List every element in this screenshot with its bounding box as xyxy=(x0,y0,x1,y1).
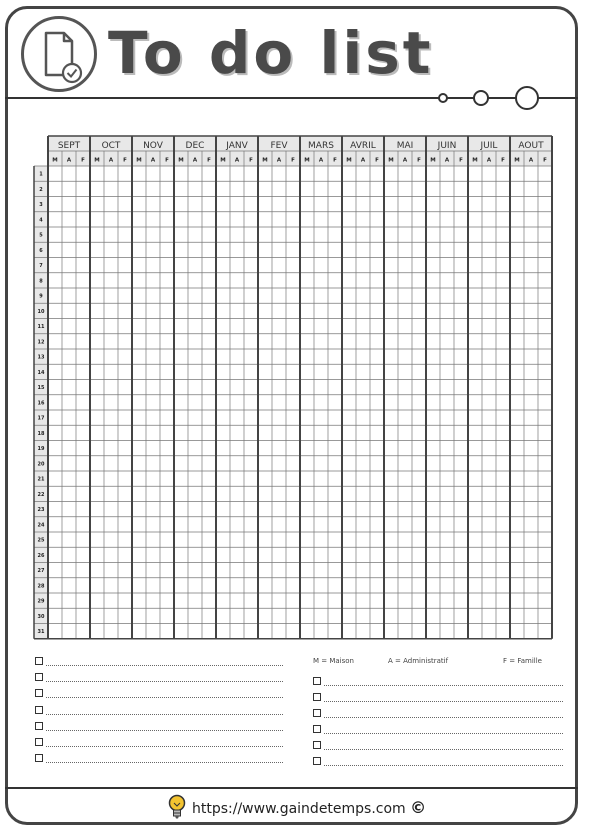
task-item xyxy=(35,673,284,683)
day-label: 3 xyxy=(39,202,43,209)
day-label: 17 xyxy=(37,415,45,422)
task-item xyxy=(313,741,564,751)
subcolumn-label: M xyxy=(346,157,352,164)
subcolumn-label: F xyxy=(291,157,295,164)
subcolumn-label: M xyxy=(262,157,268,164)
lightbulb-icon xyxy=(166,794,188,820)
task-checkbox[interactable] xyxy=(313,709,321,717)
legend-administratif: A = Administratif xyxy=(388,657,449,665)
day-label: 21 xyxy=(37,476,45,483)
day-label: 5 xyxy=(39,232,43,239)
footer-url-text[interactable]: https://www.gaindetemps.com xyxy=(192,801,406,817)
month-label: MARS xyxy=(308,141,334,151)
task-item xyxy=(313,677,564,687)
month-label: FEV xyxy=(270,141,288,151)
task-line[interactable] xyxy=(46,681,283,682)
month-label: OCT xyxy=(101,141,121,151)
subcolumn-label: A xyxy=(318,157,324,164)
day-label: 22 xyxy=(37,491,45,498)
day-label: 15 xyxy=(37,385,45,392)
copyright-symbol: © xyxy=(410,798,427,817)
day-label: 4 xyxy=(39,217,43,224)
month-label: NOV xyxy=(143,141,163,151)
task-checkbox[interactable] xyxy=(313,757,321,765)
task-checkbox[interactable] xyxy=(313,693,321,701)
task-item xyxy=(313,693,564,703)
day-label: 6 xyxy=(39,247,43,254)
day-label: 10 xyxy=(37,308,45,315)
subcolumn-label: F xyxy=(123,157,127,164)
subcolumn-label: A xyxy=(528,157,534,164)
day-label: 23 xyxy=(37,507,45,514)
task-checkbox[interactable] xyxy=(313,741,321,749)
month-label: SEPT xyxy=(57,141,81,151)
task-checkbox[interactable] xyxy=(35,673,43,681)
day-label: 20 xyxy=(37,461,45,468)
month-label: MAI xyxy=(396,141,414,151)
day-label: 18 xyxy=(37,430,45,437)
subcolumn-label: F xyxy=(417,157,421,164)
task-checkbox[interactable] xyxy=(313,677,321,685)
month-label: DEC xyxy=(185,141,205,151)
task-checkbox[interactable] xyxy=(35,722,43,730)
subcolumn-label: A xyxy=(402,157,408,164)
task-item xyxy=(313,725,564,735)
subcolumn-label: M xyxy=(178,157,184,164)
subcolumn-label: F xyxy=(459,157,463,164)
month-label: JANV xyxy=(226,141,248,151)
task-line[interactable] xyxy=(324,717,563,718)
page-title: To do list xyxy=(108,19,434,87)
task-item xyxy=(35,689,284,699)
task-line[interactable] xyxy=(46,714,283,715)
task-item xyxy=(35,657,284,667)
day-label: 25 xyxy=(37,537,45,544)
subcolumn-label: A xyxy=(108,157,114,164)
day-label: 11 xyxy=(37,324,45,331)
legend-famille: F = Famille xyxy=(503,657,542,665)
subcolumn-label: M xyxy=(388,157,394,164)
day-label: 19 xyxy=(37,446,45,453)
subcolumn-label: M xyxy=(94,157,100,164)
day-label: 1 xyxy=(39,171,43,178)
day-label: 16 xyxy=(37,400,45,407)
task-line[interactable] xyxy=(324,685,563,686)
task-item xyxy=(313,709,564,719)
month-label: AOUT xyxy=(518,141,544,151)
subcolumn-label: F xyxy=(333,157,337,164)
day-label: 24 xyxy=(37,522,45,529)
subcolumn-label: F xyxy=(165,157,169,164)
task-line[interactable] xyxy=(324,749,563,750)
task-item xyxy=(313,757,564,767)
task-checkbox[interactable] xyxy=(35,706,43,714)
day-label: 31 xyxy=(37,629,45,636)
day-label: 2 xyxy=(39,186,43,193)
subcolumn-label: A xyxy=(66,157,72,164)
subcolumn-label: A xyxy=(192,157,198,164)
subcolumn-label: M xyxy=(136,157,142,164)
task-item xyxy=(35,754,284,764)
day-label: 13 xyxy=(37,354,45,361)
subcolumn-label: F xyxy=(543,157,547,164)
subcolumn-label: M xyxy=(430,157,436,164)
day-label: 30 xyxy=(37,613,45,620)
month-label: JUIN xyxy=(437,141,457,151)
day-label: 9 xyxy=(39,293,43,300)
subcolumn-label: A xyxy=(234,157,240,164)
footer-divider xyxy=(5,787,578,789)
day-label: 27 xyxy=(37,568,45,575)
day-label: 28 xyxy=(37,583,45,590)
footer-link[interactable] xyxy=(192,798,426,817)
month-label: AVRIL xyxy=(350,141,376,151)
task-checkbox[interactable] xyxy=(35,754,43,762)
subcolumn-label: F xyxy=(249,157,253,164)
subcolumn-label: A xyxy=(486,157,492,164)
subcolumn-label: M xyxy=(514,157,520,164)
day-label: 14 xyxy=(37,369,45,376)
subcolumn-label: A xyxy=(150,157,156,164)
task-item xyxy=(35,722,284,732)
month-label: JUIL xyxy=(480,141,498,151)
task-line[interactable] xyxy=(46,746,283,747)
subcolumn-label: F xyxy=(207,157,211,164)
task-item xyxy=(35,738,284,748)
task-checkbox[interactable] xyxy=(313,725,321,733)
subcolumn-label: M xyxy=(304,157,310,164)
task-line[interactable] xyxy=(324,765,563,766)
subcolumn-label: A xyxy=(276,157,282,164)
subcolumn-label: M xyxy=(52,157,58,164)
day-label: 12 xyxy=(37,339,45,346)
subcolumn-label: F xyxy=(81,157,85,164)
subcolumn-label: F xyxy=(375,157,379,164)
task-line[interactable] xyxy=(324,733,563,734)
task-checkbox[interactable] xyxy=(35,689,43,697)
subcolumn-label: A xyxy=(360,157,366,164)
task-line[interactable] xyxy=(46,730,283,731)
task-line[interactable] xyxy=(46,697,283,698)
subcolumn-label: M xyxy=(220,157,226,164)
day-label: 7 xyxy=(39,263,43,270)
task-line[interactable] xyxy=(324,701,563,702)
day-label: 29 xyxy=(37,598,45,605)
legend-maison: M = Maison xyxy=(313,657,354,665)
day-label: 26 xyxy=(37,552,45,559)
task-line[interactable] xyxy=(46,762,283,763)
task-line[interactable] xyxy=(46,665,283,666)
day-label: 8 xyxy=(39,278,43,285)
task-checkbox[interactable] xyxy=(35,738,43,746)
task-checkbox[interactable] xyxy=(35,657,43,665)
subcolumn-label: A xyxy=(444,157,450,164)
subcolumn-label: F xyxy=(501,157,505,164)
task-item xyxy=(35,706,284,716)
subcolumn-label: M xyxy=(472,157,478,164)
